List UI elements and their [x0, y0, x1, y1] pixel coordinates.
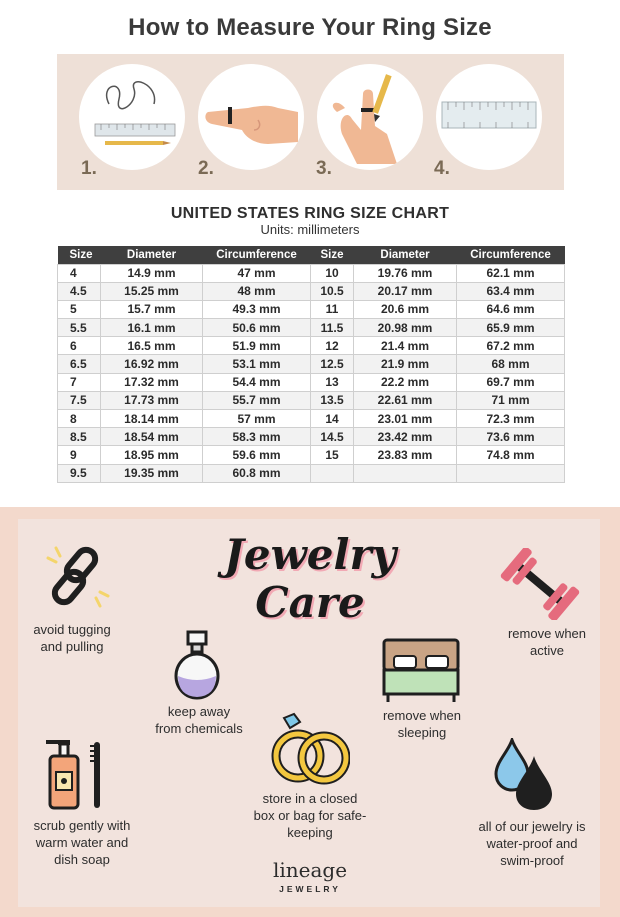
table-cell: 7.5 — [58, 391, 101, 409]
table-cell: 69.7 mm — [457, 373, 565, 391]
table-cell: 5 — [58, 300, 101, 318]
ring-size-table — [57, 246, 565, 483]
table-row — [58, 319, 565, 337]
step-number-4: 4. — [434, 158, 450, 179]
tip-remove-active: remove when active — [507, 626, 587, 658]
table-cell: 68 mm — [457, 355, 565, 373]
table-cell: 14.9 mm — [101, 264, 203, 282]
table-cell: 5.5 — [58, 319, 101, 337]
table-cell: 71 mm — [457, 391, 565, 409]
table-cell: 48 mm — [203, 282, 311, 300]
table-cell: 14.5 — [311, 428, 354, 446]
table-cell: 72.3 mm — [457, 410, 565, 428]
table-cell: 22.2 mm — [354, 373, 457, 391]
table-cell: 74.8 mm — [457, 446, 565, 464]
table-cell: 18.95 mm — [101, 446, 203, 464]
table-cell: 57 mm — [203, 410, 311, 428]
table-cell: 17.32 mm — [101, 373, 203, 391]
table-cell: 10 — [311, 264, 354, 282]
table-cell: 50.6 mm — [203, 319, 311, 337]
table-cell: 7 — [58, 373, 101, 391]
column-header: Diameter — [101, 246, 203, 264]
tip-waterproof: all of our jewelry is water-proof and swim-proof — [478, 819, 586, 868]
table-row — [58, 337, 565, 355]
table-cell — [354, 464, 457, 482]
perfume-bottle-icon — [172, 630, 222, 700]
table-cell: 55.7 mm — [203, 391, 311, 409]
tip-avoid-tugging: avoid tugging and pulling — [33, 622, 111, 654]
table-cell: 63.4 mm — [457, 282, 565, 300]
table-cell: 11.5 — [311, 319, 354, 337]
table-cell: 60.8 mm — [203, 464, 311, 482]
table-cell: 19.76 mm — [354, 264, 457, 282]
table-cell: 58.3 mm — [203, 428, 311, 446]
step-number-2: 2. — [198, 158, 214, 179]
step-4-circle — [436, 64, 542, 170]
table-cell: 14 — [311, 410, 354, 428]
table-cell: 21.4 mm — [354, 337, 457, 355]
table-cell: 18.54 mm — [101, 428, 203, 446]
table-cell: 12 — [311, 337, 354, 355]
table-cell: 17.73 mm — [101, 391, 203, 409]
table-cell: 8 — [58, 410, 101, 428]
table-cell: 64.6 mm — [457, 300, 565, 318]
table-cell: 23.42 mm — [354, 428, 457, 446]
table-cell: 8.5 — [58, 428, 101, 446]
table-row — [58, 391, 565, 409]
table-cell: 4 — [58, 264, 101, 282]
hand-string-finger-icon — [198, 64, 304, 170]
care-title-line1: Jewelry — [224, 530, 396, 579]
brand-subtitle: JEWELRY — [279, 884, 341, 894]
table-cell: 16.5 mm — [101, 337, 203, 355]
measure-steps-panel — [57, 54, 564, 190]
table-cell: 15 — [311, 446, 354, 464]
table-cell: 6 — [58, 337, 101, 355]
table-cell: 15.7 mm — [101, 300, 203, 318]
table-row — [58, 282, 565, 300]
chart-title: UNITED STATES RING SIZE CHART — [170, 205, 450, 222]
column-header: Size — [58, 246, 101, 264]
table-cell: 49.3 mm — [203, 300, 311, 318]
table-cell: 73.6 mm — [457, 428, 565, 446]
table-row — [58, 464, 565, 482]
bed-icon — [382, 638, 460, 704]
table-cell: 9 — [58, 446, 101, 464]
table-cell: 16.1 mm — [101, 319, 203, 337]
table-row — [58, 373, 565, 391]
table-cell: 53.1 mm — [203, 355, 311, 373]
table-cell: 54.4 mm — [203, 373, 311, 391]
tip-scrub-gently: scrub gently with warm water and dish soap — [33, 818, 131, 867]
table-cell: 19.35 mm — [101, 464, 203, 482]
step-number-3: 3. — [316, 158, 332, 179]
step-2-circle — [198, 64, 304, 170]
table-cell: 20.98 mm — [354, 319, 457, 337]
table-cell: 18.14 mm — [101, 410, 203, 428]
brand-logo: lineage — [272, 858, 348, 882]
hand-pencil-mark-icon — [317, 64, 423, 170]
table-cell: 16.92 mm — [101, 355, 203, 373]
table-cell: 6.5 — [58, 355, 101, 373]
table-cell: 4.5 — [58, 282, 101, 300]
column-header: Diameter — [354, 246, 457, 264]
table-row — [58, 300, 565, 318]
chain-link-icon — [42, 542, 114, 612]
table-cell: 13.5 — [311, 391, 354, 409]
step-1-circle — [79, 64, 185, 170]
dumbbell-icon — [500, 548, 580, 620]
table-cell: 59.6 mm — [203, 446, 311, 464]
table-cell: 10.5 — [311, 282, 354, 300]
soap-toothbrush-icon — [42, 738, 108, 812]
table-cell: 22.61 mm — [354, 391, 457, 409]
chart-units: Units: millimeters — [260, 222, 360, 237]
table-cell: 11 — [311, 300, 354, 318]
string-ruler-pencil-icon — [79, 64, 185, 170]
care-title-line2: Care — [255, 578, 365, 627]
tip-keep-away-chemicals: keep away from chemicals — [155, 704, 243, 736]
step-number-1: 1. — [81, 158, 97, 179]
table-header-row — [58, 246, 565, 264]
water-drops-icon — [494, 738, 554, 812]
tip-store-closed-box: store in a closed box or bag for safe- keeping — [253, 791, 367, 840]
table-cell: 21.9 mm — [354, 355, 457, 373]
table-cell — [457, 464, 565, 482]
column-header: Circumference — [457, 246, 565, 264]
tip-remove-sleeping: remove when sleeping — [382, 708, 462, 740]
table-row — [58, 410, 565, 428]
table-row — [58, 428, 565, 446]
table-cell: 20.6 mm — [354, 300, 457, 318]
table-row — [58, 355, 565, 373]
table-cell: 67.2 mm — [457, 337, 565, 355]
table-cell: 47 mm — [203, 264, 311, 282]
table-cell: 23.01 mm — [354, 410, 457, 428]
table-cell: 9.5 — [58, 464, 101, 482]
column-header: Size — [311, 246, 354, 264]
rings-icon — [270, 712, 350, 786]
step-3-circle — [317, 64, 423, 170]
table-cell: 62.1 mm — [457, 264, 565, 282]
table-cell: 65.9 mm — [457, 319, 565, 337]
table-cell: 23.83 mm — [354, 446, 457, 464]
column-header: Circumference — [203, 246, 311, 264]
table-row — [58, 446, 565, 464]
table-cell: 13 — [311, 373, 354, 391]
table-cell: 51.9 mm — [203, 337, 311, 355]
table-cell — [311, 464, 354, 482]
table-cell: 20.17 mm — [354, 282, 457, 300]
table-cell: 12.5 — [311, 355, 354, 373]
table-row — [58, 264, 565, 282]
ruler-icon — [436, 64, 542, 170]
table-cell: 15.25 mm — [101, 282, 203, 300]
page-title: How to Measure Your Ring Size — [128, 14, 492, 41]
